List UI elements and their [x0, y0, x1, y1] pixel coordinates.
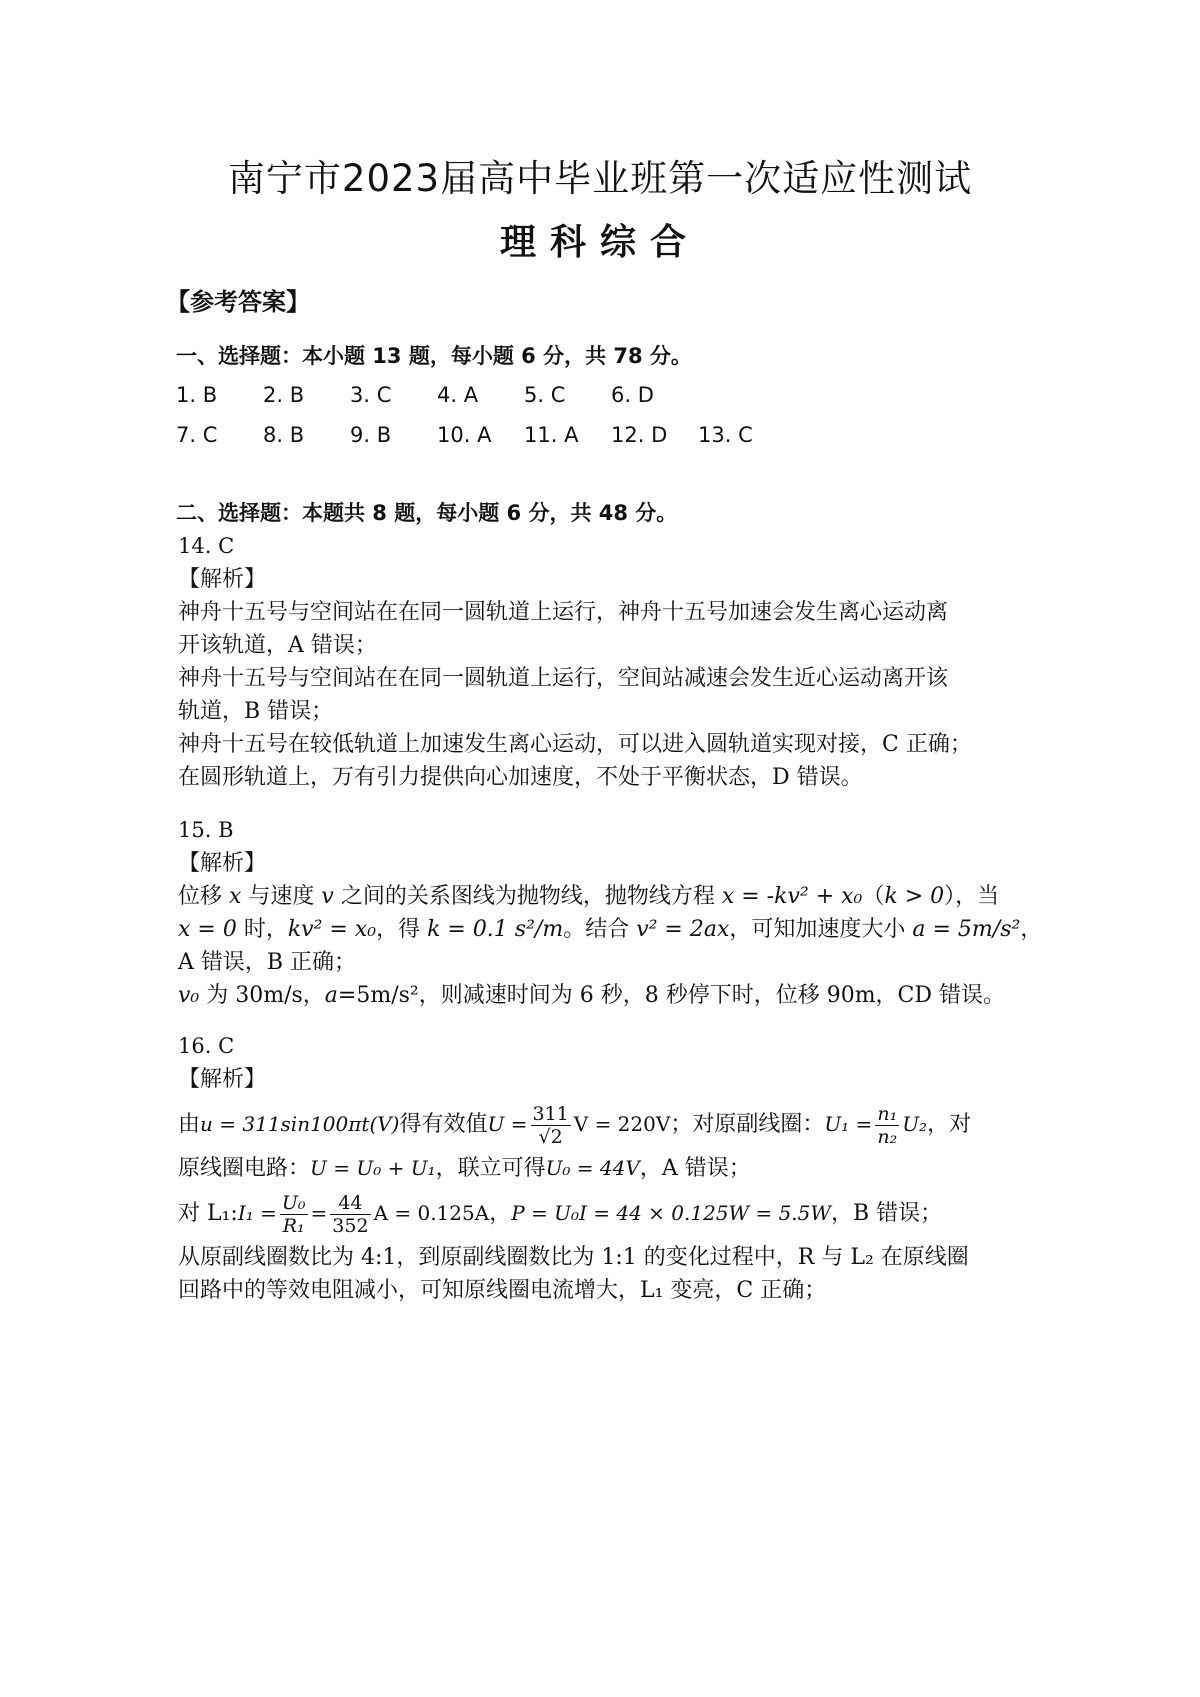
analysis-line — [178, 1152, 1038, 1185]
text: 之间的关系图线为抛物线，抛物线方程 — [333, 884, 722, 909]
denominator: 352 — [332, 1214, 369, 1237]
analysis-line — [178, 880, 1038, 913]
text: 。结合 — [563, 917, 637, 942]
fraction — [330, 1192, 370, 1237]
equation: u = 311sin100πt(V) — [200, 1112, 400, 1136]
analysis-line: A 错误，B 正确； — [178, 950, 357, 975]
text: 得有效值 — [399, 1112, 488, 1137]
answer-item: 8. B — [263, 423, 305, 447]
analysis-line — [178, 1185, 1038, 1241]
text: ，得 — [376, 917, 428, 942]
section2-heading: 二、选择题：本题共 8 题，每小题 6 分，共 48 分。 — [176, 501, 678, 525]
question-answer: 16. C — [178, 1034, 235, 1058]
equation: a = 5m/s² — [912, 917, 1021, 942]
question-answer: 14. C — [178, 534, 235, 558]
equation: A = 0.125A — [373, 1201, 490, 1225]
text: ），当 — [944, 884, 1000, 909]
text: 由 — [178, 1112, 201, 1137]
analysis-line — [178, 979, 1038, 1012]
denominator: n₂ — [877, 1125, 898, 1148]
text: ， — [489, 1201, 512, 1226]
text: ，可知加速度大小 — [729, 917, 913, 942]
equation: U₁ = — [824, 1112, 873, 1136]
answer-item: 12. D — [611, 423, 668, 447]
question-14 — [178, 530, 1038, 794]
analysis-line — [178, 1096, 1038, 1152]
analysis-line — [178, 913, 1043, 946]
numerator: n₁ — [877, 1102, 898, 1125]
answer-heading: 【参考答案】 — [166, 288, 310, 316]
text: ；对原副线圈： — [670, 1112, 825, 1137]
question-answer: 15. B — [178, 818, 234, 842]
analysis-line: 开该轨道，A 错误； — [178, 633, 377, 658]
fraction — [280, 1192, 308, 1237]
equation: v² = 2ax — [636, 917, 730, 942]
text: ，B 错误； — [830, 1201, 943, 1226]
text: ，A 错误； — [639, 1156, 751, 1181]
document-subtitle: 理科综合 — [499, 222, 700, 263]
equation: x = 0 — [178, 917, 237, 942]
text: ，对 — [927, 1112, 972, 1137]
answer-item: 11. A — [524, 423, 579, 447]
analysis-line: 神舟十五号与空间站在在同一圆轨道上运行，神舟十五号加速会发生离心运动离 — [178, 600, 949, 625]
text: 原线圈电路： — [178, 1156, 311, 1181]
variable: v₀ — [178, 983, 200, 1008]
equation: x = -kv² + x₀ — [721, 884, 863, 909]
question-16 — [178, 1030, 1038, 1307]
analysis-line: 神舟十五号在较低轨道上加速发生离心运动，可以进入圆轨道实现对接，C 正确； — [178, 732, 972, 757]
equation: U₂ — [902, 1112, 928, 1136]
text: 与速度 — [241, 884, 322, 909]
equation: I₁ = — [237, 1201, 277, 1225]
analysis-label: 【解析】 — [178, 567, 267, 592]
variable: a — [324, 983, 338, 1008]
answer-item: 3. C — [350, 383, 392, 407]
section1-heading: 一、选择题：本小题 13 题，每小题 6 分，共 78 分。 — [176, 344, 692, 368]
equation: = — [310, 1201, 328, 1225]
answer-item: 13. C — [698, 423, 753, 447]
text: 时， — [236, 917, 288, 942]
equation: U₀ = 44V — [545, 1156, 640, 1180]
text: 对 L₁: — [178, 1201, 238, 1226]
document-title: 南宁市2023届高中毕业班第一次适应性测试 — [227, 157, 973, 200]
fraction — [531, 1103, 571, 1148]
equation: k = 0.1 s²/m — [427, 917, 564, 942]
equation: V = 220V — [573, 1112, 671, 1136]
fraction — [875, 1103, 899, 1148]
variable: v — [321, 884, 334, 909]
question-15 — [178, 814, 1043, 1012]
answer-item: 4. A — [437, 383, 479, 407]
equation: kv² = x₀ — [287, 917, 377, 942]
text: ，联立可得 — [435, 1156, 546, 1181]
analysis-line: 在圆形轨道上，万有引力提供向心加速度，不处于平衡状态，D 错误。 — [178, 765, 863, 790]
equation: U = — [487, 1112, 528, 1136]
variable: x — [229, 884, 242, 909]
answer-item: 9. B — [350, 423, 392, 447]
answer-item: 1. B — [176, 383, 218, 407]
answer-item: 6. D — [611, 383, 654, 407]
analysis-line: 轨道，B 错误； — [178, 699, 334, 724]
equation: U = U₀ + U₁ — [310, 1156, 436, 1180]
denominator: R₁ — [282, 1214, 305, 1237]
answer-item: 10. A — [437, 423, 492, 447]
analysis-line: 从原副线圈数比为 4:1，到原副线圈数比为 1:1 的变化过程中，R 与 L₂ 在原线圈 — [178, 1245, 969, 1270]
numerator: 311 — [532, 1102, 569, 1125]
analysis-label: 【解析】 — [178, 1067, 267, 1092]
text: =5m/s²，则减速时间为 6 秒，8 秒停下时，位移 90m，CD 错误。 — [337, 983, 1006, 1008]
text: 为 30m/s， — [199, 983, 325, 1008]
text: ， — [1020, 917, 1043, 942]
text: 位移 — [178, 884, 229, 909]
text: （ — [862, 884, 885, 909]
answer-item: 7. C — [176, 423, 218, 447]
answer-item: 5. C — [524, 383, 566, 407]
equation: P = U₀I = 44 × 0.125W = 5.5W — [511, 1201, 831, 1225]
denominator: √2 — [538, 1125, 563, 1148]
analysis-line: 神舟十五号与空间站在在同一圆轨道上运行，空间站减速会发生近心运动离开该 — [178, 666, 949, 691]
answer-item: 2. B — [263, 383, 305, 407]
analysis-line: 回路中的等效电阻减小，可知原线圈电流增大，L₁ 变亮，C 正确； — [178, 1278, 827, 1303]
numerator: U₀ — [281, 1191, 306, 1214]
analysis-label: 【解析】 — [178, 851, 267, 876]
equation: k > 0 — [884, 884, 945, 909]
numerator: 44 — [330, 1192, 370, 1215]
